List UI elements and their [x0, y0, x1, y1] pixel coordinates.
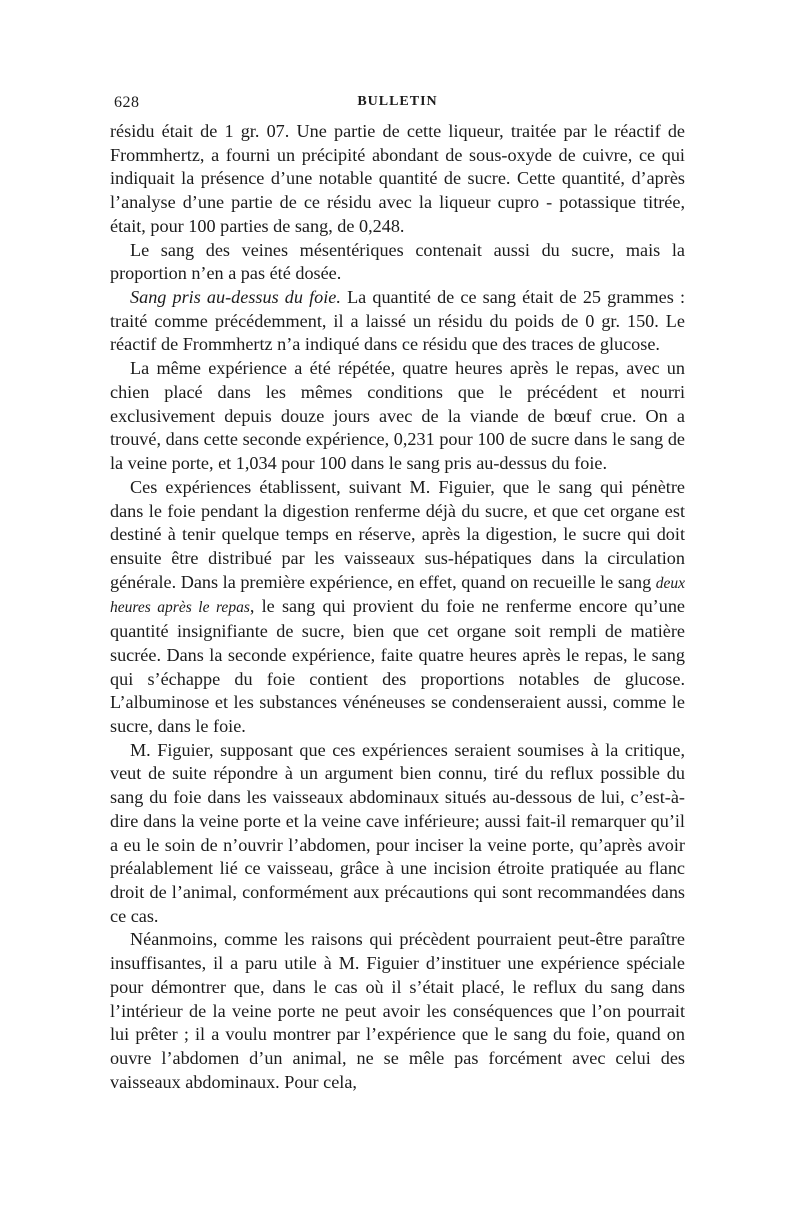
- paragraph: [110, 928, 685, 1094]
- paragraph: [110, 120, 685, 239]
- paragraph-text: Le sang des veines mésentériques contenait aussi du sucre, mais la proportion n’en a pas été dosée.: [110, 239, 685, 284]
- paragraph-text: La quantité de ce sang était de 25 grammes : traité comme précédemment, il a laissé un résidu du poids de 0 gr. 150. Le réactif de Frommhertz n’a indiqué dans ce résidu que des traces de glucose.: [110, 287, 686, 355]
- paragraph-text: Néanmoins, comme les raisons qui précèdent pourraient peut-être paraître insuffisantes, il a paru utile à M. Figuier d’instituer une expérience spéciale pour démontrer que, dans le cas où il s’était placé, le reflux du sang dans l’intérieur de la veine porte ne peut avoir les conséquences que l’on pourrait lui prêter ; il a voulu montrer par l’expérience que le sang du foie, quand on ouvre l’abdomen d’un animal, ne se mêle pas forcément avec celui des vaisseaux abdominaux. Pour cela,: [110, 929, 685, 1092]
- running-title: BULLETIN: [357, 94, 438, 109]
- running-head: [110, 94, 685, 118]
- paragraph-text: Ces expériences établissent, suivant M. Figuier, que le sang qui pénètre dans le foie pendant la digestion renferme déjà du sucre, et que cet organe est destiné à tenir quelque temps en réserve, après la digestion, le sucre qui doit ensuite être distribué par les vaisseaux sus-hépatiques dans la circulation générale. Dans la première expérience, en effet, quand on recueille le sang: [110, 476, 685, 592]
- paragraph-text: résidu était de 1 gr. 07. Une partie de cette liqueur, traitée par le réactif de Frommhertz, a fourni un précipité abondant de sous-oxyde de cuivre, ce qui indiquait la présence d’une notable quantité de sucre. Cette quantité, d’après l’analyse d’une partie de ce résidu avec la liqueur cupro - potassique titrée, était, pour 100 parties de sang, de 0,248.: [110, 121, 685, 236]
- book-page: [110, 94, 685, 1094]
- italic-heading: Sang pris au-dessus du foie.: [130, 287, 341, 308]
- paragraph-text: , le sang qui provient du foie ne renferme encore qu’une quantité insignifiante de sucre, bien que cet organe soit rempli de matière sucrée. Dans la seconde expérience, faite quatre heures après le repas, le sang qui s’échappe du foie contient des proportions notables de glucose. L’albuminose et les substances vénéneuses se condenseraient aussi, comme le sucre, dans le foie.: [110, 596, 685, 736]
- paragraph-text: La même expérience a été répétée, quatre heures après le repas, avec un chien placé dans les mêmes conditions que le précédent et nourri exclusivement depuis douze jours avec de la viande de bœuf crue. On a trouvé, dans cette seconde expérience, 0,231 pour 100 de sucre dans le sang de la veine porte, et 1,034 pour 100 dans le sang pris au-dessus du foie.: [110, 358, 685, 474]
- paragraph: [110, 739, 685, 929]
- page-number: 628: [114, 94, 140, 111]
- paragraph-text: M. Figuier, supposant que ces expériences seraient soumises à la critique, veut de suite répondre à un argument bien connu, tiré du reflux possible du sang du foie dans les vaisseaux abdominaux situés au-dessous de lui, c’est-à-dire dans la veine porte et la veine cave inférieure; aussi fait-il remarquer qu’il a eu le soin de n’ouvrir l’abdomen, pour inciser la veine porte, qu’après avoir préalablement lié ce vaisseau, grâce à une incision étroite pratiquée au flanc droit de l’animal, conformément aux précautions qui sont recommandées dans ce cas.: [110, 739, 685, 926]
- paragraph: [110, 476, 685, 739]
- paragraph: [110, 286, 685, 357]
- paragraph: [110, 357, 685, 476]
- paragraph: [110, 239, 685, 286]
- body-text: [110, 120, 685, 1094]
- italic-phrase: deux heures après le repas: [110, 574, 685, 617]
